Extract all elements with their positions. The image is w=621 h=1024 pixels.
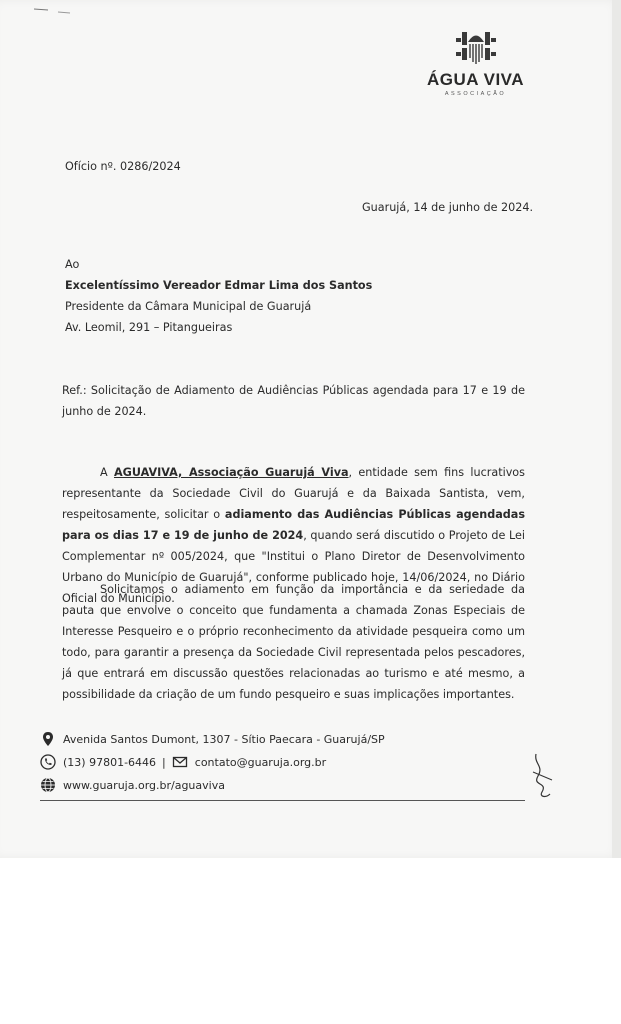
recipient-name: Excelentíssimo Vereador Edmar Lima dos Santos — [65, 279, 373, 292]
recipient-address: Av. Leomil, 291 – Pitangueiras — [65, 321, 233, 334]
jellyfish-logo-icon — [454, 28, 498, 68]
p1-organization: AGUAVIVA, Associação Guarujá Viva — [113, 466, 349, 479]
logo-subtitle: ASSOCIAÇÃO — [444, 91, 507, 97]
footer-address-line — [40, 731, 385, 747]
phone-icon — [40, 754, 56, 770]
signature-initials — [530, 752, 556, 800]
footer-contact-line — [40, 754, 326, 770]
footer-website[interactable]: www.guaruja.org.br/aguaviva — [63, 778, 225, 792]
recipient-title: Presidente da Câmara Municipal de Guarujá — [65, 300, 312, 313]
footer-separator: | — [162, 755, 166, 769]
mail-icon — [172, 754, 188, 770]
aguaviva-logo — [418, 28, 533, 97]
footer-address: Avenida Santos Dumont, 1307 - Sítio Paecara - Guarujá/SP — [63, 732, 385, 746]
letter-date: Guarujá, 14 de junho de 2024. — [362, 201, 534, 214]
page-edge — [612, 0, 621, 858]
footer-website-line — [40, 777, 225, 793]
p1-request: adiamento das Audiências Públicas agendadas para os dias 17 e 19 de junho de 2024 — [62, 508, 525, 542]
salutation-ao: Ao — [65, 258, 80, 271]
globe-icon — [40, 777, 56, 793]
footer-phone: (13) 97801-6446 — [63, 755, 157, 769]
paragraph-2: Solicitamos o adiamento em função da importância e da seriedade da pauta que envolve o conceito que fundamenta a chamada Zonas Especiais de Interesse Pesqueiro e o próprio reconhecimento da atividade pesqueira como um todo, para garantir a presença da Sociedade Civil representada pelos pescadores, já que entrará em discussão questões relacionadas ao turismo e até mesmo, a possibilidade da criação de um fundo pesqueiro e suas implicações importantes. — [62, 583, 525, 701]
location-pin-icon — [40, 731, 56, 747]
scan-mark — [34, 6, 74, 16]
p1-details: , quando será discutido o Projeto de Lei Complementar nº 005/2024, que "Institui o Plano Diretor de Desenvolvimento Urbano do Município de Guarujá", conforme publicado hoje, 14/06/2024, no Diário Oficial do Município. — [62, 529, 526, 605]
p1-body: , entidade sem fins lucrativos representante da Sociedade Civil do Guarujá e da Baixada Santista, vem, respeitosamente, solicitar o — [62, 466, 525, 521]
footer-email[interactable]: contato@guaruja.org.br — [194, 755, 327, 769]
oficio-number: Ofício nº. 0286/2024 — [65, 160, 181, 173]
p1-intro: A — [100, 466, 114, 479]
logo-name: ÁGUA VIVA — [426, 70, 525, 89]
reference-line: Ref.: Solicitação de Adiamento de Audiências Públicas agendada para 17 e 19 de junho de 2024. — [62, 384, 525, 418]
footer-rule — [40, 800, 525, 801]
